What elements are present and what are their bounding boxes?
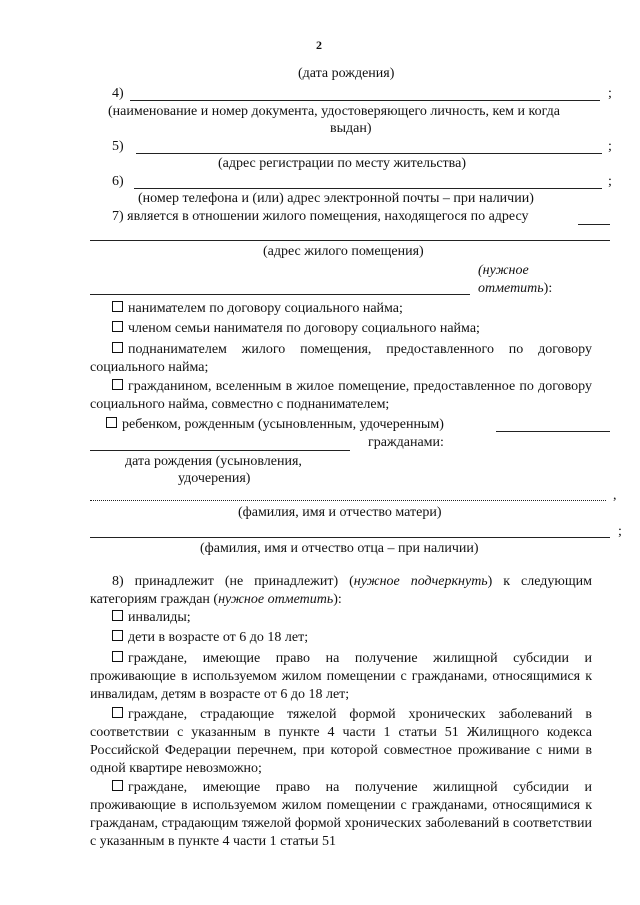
checkbox-icon[interactable] — [112, 780, 123, 791]
birth-adoption-caption-2: удочерения) — [178, 471, 251, 486]
option-label: дети в возрасте от 6 до 18 лет; — [128, 630, 309, 645]
note-select: (нужное — [478, 263, 529, 278]
option-tenant[interactable] — [112, 301, 403, 317]
document-caption-line1: (наименование и номер документа, удостоверяющего личность, кем и когда — [108, 104, 560, 119]
option-subtenant[interactable] — [90, 341, 592, 377]
option-child[interactable] — [106, 417, 444, 433]
option-subsidy-chronic[interactable] — [90, 779, 592, 851]
item-7-address-field-b[interactable] — [90, 240, 610, 241]
option-chronic-disease[interactable] — [90, 706, 592, 778]
option-disabled[interactable] — [112, 610, 191, 626]
option-label: гражданином, вселенным в жилое помещение, предоставленное по договору социального найма, совместно с поднанимателем; — [90, 379, 592, 412]
father-name-field[interactable] — [90, 537, 610, 538]
mother-name-field[interactable] — [90, 500, 606, 501]
item-7-text: 7) является в отношении жилого помещения, находящегося по адресу — [112, 209, 529, 224]
option-label: нанимателем по договору социального найма; — [128, 301, 403, 316]
checkbox-icon[interactable] — [112, 321, 123, 332]
child-parents-field-b[interactable] — [90, 450, 350, 451]
option-label: инвалиды; — [128, 610, 191, 625]
option-label: поднанимателем жилого помещения, предоставленного по договору социального найма; — [90, 342, 592, 375]
option-tenant-family[interactable] — [112, 321, 480, 337]
item-8-text-a: 8) принадлежит (не принадлежит) ( — [112, 574, 354, 589]
checkbox-icon[interactable] — [112, 651, 123, 662]
checkbox-icon[interactable] — [112, 342, 123, 353]
item-8-italic-b: нужное отметить — [218, 592, 334, 607]
item-5-number: 5) — [112, 139, 124, 154]
checkbox-icon[interactable] — [112, 301, 123, 312]
checkbox-icon[interactable] — [112, 707, 123, 718]
item-8-text-c: ): — [333, 592, 342, 607]
document-caption-line2: выдан) — [330, 121, 372, 136]
item-5-field[interactable] — [136, 153, 602, 154]
note-select-italic: отметить — [478, 281, 544, 296]
birth-date-caption: (дата рождения) — [298, 66, 395, 81]
option-label: членом семьи нанимателя по договору социального найма; — [128, 321, 480, 336]
registration-address-caption: (адрес регистрации по месту жительства) — [218, 156, 466, 171]
item-8-text — [90, 573, 592, 609]
item-7-address-field-c[interactable] — [90, 294, 470, 295]
option-children[interactable] — [112, 630, 308, 646]
comma: , — [613, 488, 617, 503]
mother-name-caption: (фамилия, имя и отчество матери) — [238, 505, 442, 520]
semicolon: ; — [608, 174, 612, 189]
note-select-tail: ): — [543, 281, 553, 296]
item-4-field[interactable] — [130, 100, 600, 101]
option-label: граждане, имеющие право на получение жилищной субсидии и проживающие в используемом жилом помещении с гражданами, относящимися к инвалидам, детям в возрасте от 6 до 18 лет; — [90, 651, 592, 702]
item-6-number: 6) — [112, 174, 124, 189]
option-settled-citizen[interactable] — [90, 378, 592, 414]
option-label: ребенком, рожденным (усыновленным, удочеренным) — [122, 417, 444, 432]
item-4-number: 4) — [112, 86, 124, 101]
option-subsidy-disabled[interactable] — [90, 650, 592, 704]
birth-adoption-caption-1: дата рождения (усыновления, — [125, 454, 302, 469]
page-number: 2 — [316, 38, 322, 52]
checkbox-icon[interactable] — [106, 417, 117, 428]
checkbox-icon[interactable] — [112, 379, 123, 390]
note-select-2 — [478, 281, 552, 297]
semicolon: ; — [608, 139, 612, 154]
semicolon: ; — [618, 524, 622, 539]
option-label: граждане, страдающие тяжелой формой хронических заболеваний в соответствии с указанным в пункте 4 части 1 статьи 51 Жилищного кодекса Российской Федерации перечнем, при которой совместное проживание с ними в одной квартире невозможно; — [90, 707, 592, 776]
citizens-label: гражданами: — [368, 435, 444, 450]
checkbox-icon[interactable] — [112, 630, 123, 641]
option-label: граждане, имеющие право на получение жилищной субсидии и проживающие в используемом жилом помещении с гражданами, относящимися к гражданам, страдающим тяжелой формой хронических заболеваний в соответствии с указанным в пункте 4 части 1 статьи 51 — [90, 780, 592, 849]
father-name-caption: (фамилия, имя и отчество отца – при наличии) — [200, 541, 479, 556]
item-8-text-b: ) к следующим категориям граждан ( — [90, 574, 592, 607]
item-6-field[interactable] — [134, 188, 602, 189]
item-7-address-field-a[interactable] — [578, 224, 610, 225]
semicolon: ; — [608, 86, 612, 101]
item-8-italic-a: нужное подчеркнуть — [353, 574, 488, 589]
child-parents-field-a[interactable] — [496, 431, 610, 432]
living-address-caption: (адрес жилого помещения) — [263, 244, 424, 259]
checkbox-icon[interactable] — [112, 610, 123, 621]
phone-email-caption: (номер телефона и (или) адрес электронной почты – при наличии) — [138, 191, 534, 206]
